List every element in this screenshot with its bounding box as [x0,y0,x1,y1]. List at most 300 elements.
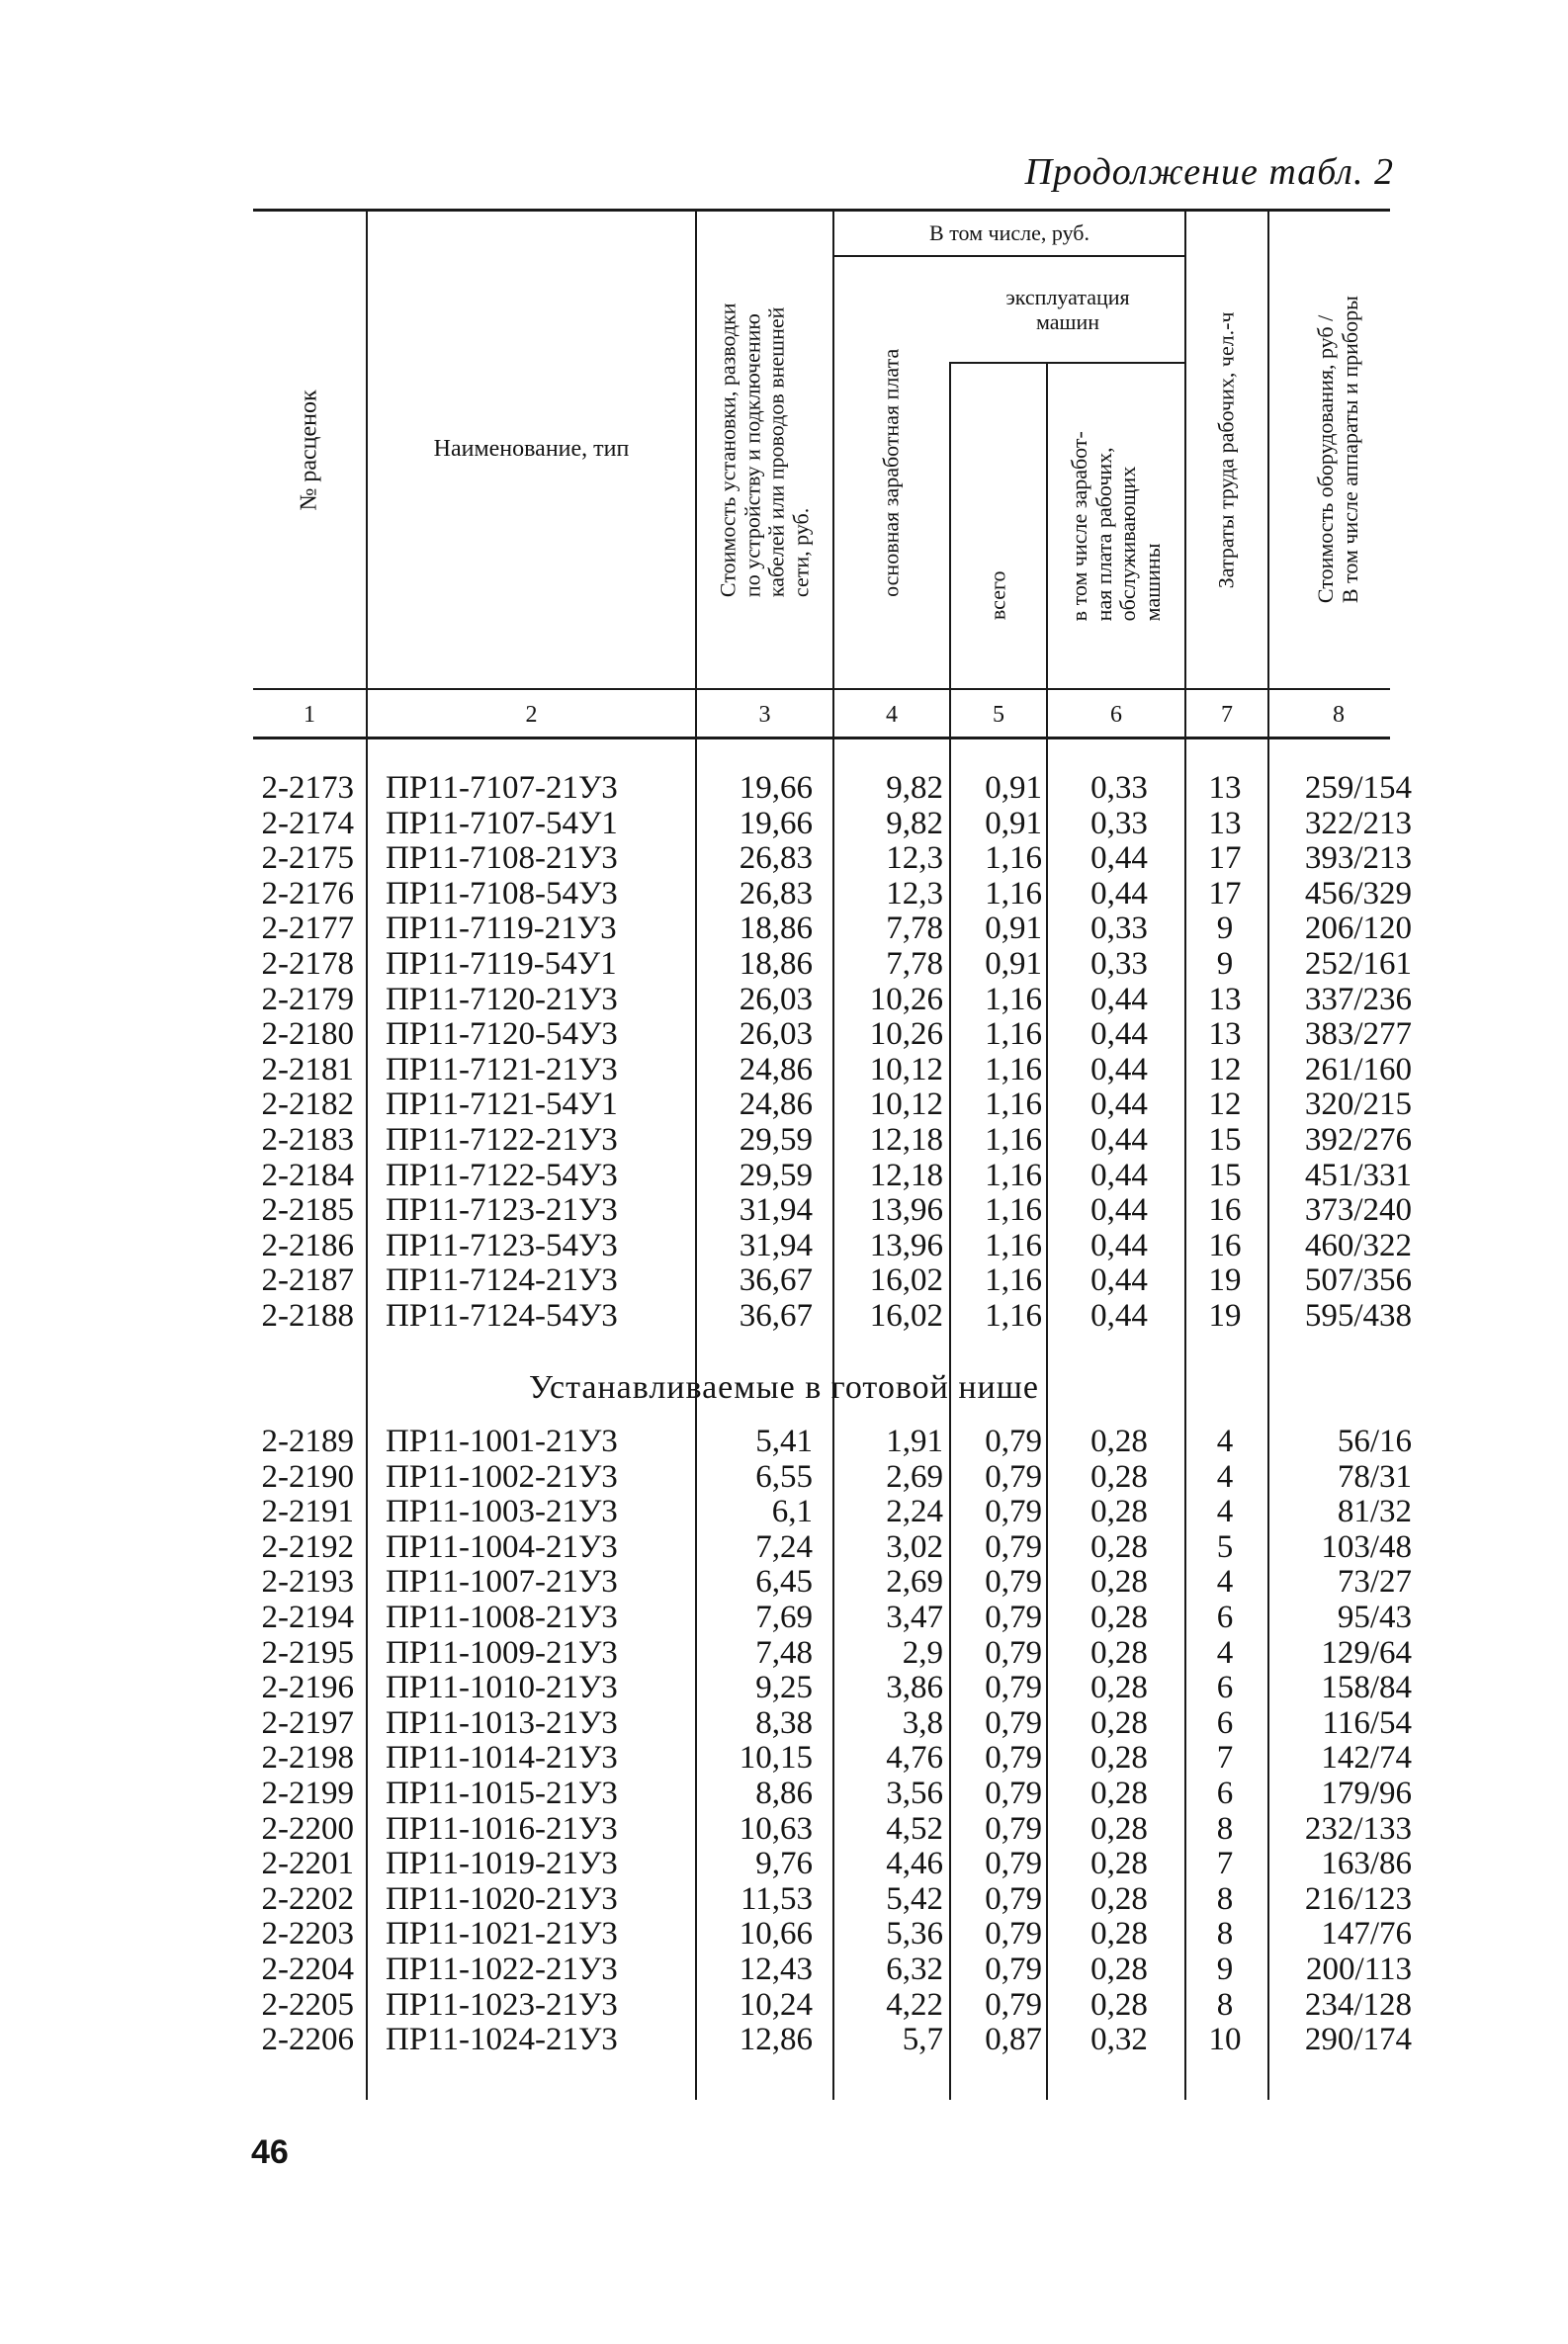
table-cell-col-5: 0,79 [985,1986,1042,2023]
table-cell-col-5: 0,79 [985,1528,1042,1565]
table-cell-col-7: 8 [1216,1810,1234,1847]
table-cell-col-1: 2-2202 [261,1880,354,1917]
table-cell-col-1: 2-2205 [261,1986,354,2023]
header-col-8 [1269,212,1408,688]
table-cell-col-5: 0,79 [985,1880,1042,1917]
header-col-7-text: Затраты труда рабочих, чел.-ч [1213,311,1239,588]
table-cell-col-5: 1,16 [985,1262,1042,1299]
table-cell-col-2: ПР11-7122-21У3 [386,1121,618,1158]
table-cell-col-3: 7,24 [755,1528,813,1565]
table-cell-col-4: 7,78 [886,945,943,982]
table-cell-col-6: 0,28 [1090,1775,1148,1811]
header-col-3 [697,212,832,688]
table-cell-col-1: 2-2177 [261,911,354,947]
table-cell-col-6: 0,33 [1090,770,1148,806]
table-cell-col-6: 0,44 [1090,1086,1148,1123]
table-cell-col-1: 2-2178 [261,945,354,982]
table-cell-col-3: 6,45 [755,1564,813,1601]
table-cell-col-7: 8 [1216,1880,1234,1917]
table-cell-col-6: 0,28 [1090,1424,1148,1459]
table-cell-col-5: 0,79 [985,1846,1042,1882]
table-cell-col-8: 158/84 [1321,1670,1412,1706]
table-cell-col-5: 0,79 [985,1424,1042,1459]
table-cell-col-3: 12,43 [739,1951,813,1987]
table-cell-col-6: 0,44 [1090,1121,1148,1158]
table-cell-col-4: 2,69 [886,1564,943,1601]
table-cell-col-8: 206/120 [1304,911,1412,947]
table-cell-col-3: 12,86 [739,2022,813,2058]
table-cell-col-2: ПР11-7120-21У3 [386,981,618,1017]
table-cell-col-3: 36,67 [739,1297,813,1334]
table-cell-col-4: 5,7 [902,2022,943,2058]
table-cell-col-3: 6,55 [755,1458,813,1495]
table-cell-col-6: 0,28 [1090,1916,1148,1953]
table-cell-col-3: 29,59 [739,1157,813,1193]
table-cell-col-8: 56/16 [1337,1424,1412,1459]
table-cell-col-5: 0,79 [985,1951,1042,1987]
table-cell-col-7: 4 [1216,1458,1234,1495]
table-cell-col-4: 3,8 [902,1704,943,1741]
table-cell-col-3: 10,15 [739,1740,813,1777]
table-cell-col-2: ПР11-1022-21У3 [386,1951,618,1987]
table-cell-col-7: 17 [1208,875,1242,912]
table-cell-col-7: 13 [1208,981,1242,1017]
column-number-5: 5 [993,701,1004,728]
table-cell-col-1: 2-2184 [261,1157,354,1193]
table-cell-col-8: 200/113 [1306,1951,1412,1987]
table-cell-col-8: 393/213 [1304,840,1412,877]
table-cell-col-7: 13 [1208,770,1242,806]
table-cell-col-6: 0,32 [1090,2022,1148,2058]
table-cell-col-5: 0,79 [985,1810,1042,1847]
table-cell-col-1: 2-2188 [261,1297,354,1334]
table-cell-col-6: 0,44 [1090,875,1148,912]
table-cell-col-5: 1,16 [985,1121,1042,1158]
header-col-8-text: Стоимость оборудования, руб / В том числе аппараты и приборы [1313,296,1362,604]
table-cell-col-4: 2,69 [886,1458,943,1495]
table-cell-col-7: 4 [1216,1424,1234,1459]
table-cell-col-3: 9,76 [755,1846,813,1882]
table-cell-col-6: 0,44 [1090,1192,1148,1229]
table-cell-col-3: 29,59 [739,1121,813,1158]
table-cell-col-5: 0,79 [985,1458,1042,1495]
table-cell-col-8: 460/322 [1304,1227,1412,1263]
table-cell-col-8: 320/215 [1304,1086,1412,1123]
table-cell-col-2: ПР11-7121-54У1 [386,1086,618,1123]
table-cell-col-7: 13 [1208,1016,1242,1053]
table-cell-col-7: 15 [1208,1157,1242,1193]
table-cell-col-3: 11,53 [740,1880,813,1917]
table-cell-col-6: 0,44 [1090,1051,1148,1087]
table-cell-col-7: 7 [1216,1846,1234,1882]
header-col-3-text: Стоимость установки, разводки по устройству и подключению кабелей или проводов внешней сети, руб. [715,303,814,597]
table-cell-col-4: 3,47 [886,1599,943,1635]
table-cell-col-1: 2-2201 [261,1846,354,1882]
table-cell-col-6: 0,28 [1090,1986,1148,2023]
table-cell-col-5: 1,16 [985,981,1042,1017]
table-cell-col-8: 290/174 [1304,2022,1412,2058]
table-cell-col-5: 0,79 [985,1564,1042,1601]
table-cell-col-6: 0,44 [1090,1227,1148,1263]
table-cell-col-7: 9 [1216,1951,1234,1987]
table-cell-col-2: ПР11-7119-21У3 [386,911,617,947]
table-cell-col-4: 5,36 [886,1916,943,1953]
table-cell-col-6: 0,44 [1090,981,1148,1017]
table-cell-col-5: 1,16 [985,1016,1042,1053]
table-cell-col-8: 456/329 [1304,875,1412,912]
table-cell-col-8: 78/31 [1337,1458,1412,1495]
table-cell-col-4: 7,78 [886,911,943,947]
table-cell-col-7: 9 [1216,945,1234,982]
table-cell-col-5: 1,16 [985,1051,1042,1087]
table-cell-col-3: 26,83 [739,840,813,877]
table-cell-col-7: 12 [1208,1051,1242,1087]
table-cell-col-3: 31,94 [739,1227,813,1263]
header-group: В том числе, руб. [929,220,1089,246]
table-cell-col-4: 2,24 [886,1494,943,1530]
table-cell-col-6: 0,28 [1090,1458,1148,1495]
table-cell-col-4: 3,56 [886,1775,943,1811]
table-cell-col-2: ПР11-1004-21У3 [386,1528,618,1565]
table-cell-col-6: 0,44 [1090,1016,1148,1053]
table-cell-col-7: 4 [1216,1634,1234,1671]
table-cell-col-3: 5,41 [755,1424,813,1459]
table-cell-col-7: 19 [1208,1262,1242,1299]
table-cell-col-6: 0,28 [1090,1880,1148,1917]
table-cell-col-2: ПР11-1010-21У3 [386,1670,618,1706]
table-continuation-caption: Продолжение табл. 2 [1024,151,1394,193]
table-cell-col-8: 116/54 [1322,1704,1412,1741]
table-cell-col-6: 0,28 [1090,1846,1148,1882]
table-cell-col-7: 16 [1208,1192,1242,1229]
table-cell-col-3: 7,69 [755,1599,813,1635]
table-cell-col-6: 0,33 [1090,945,1148,982]
table-cell-col-7: 12 [1208,1086,1242,1123]
table-cell-col-2: ПР11-7122-54У3 [386,1157,618,1193]
table-cell-col-7: 4 [1216,1564,1234,1601]
table-cell-col-5: 0,79 [985,1670,1042,1706]
table-cell-col-5: 1,16 [985,1227,1042,1263]
table-cell-col-5: 1,16 [985,1086,1042,1123]
table-cell-col-2: ПР11-1002-21У3 [386,1458,618,1495]
table-cell-col-7: 19 [1208,1297,1242,1334]
table-cell-col-8: 147/76 [1321,1916,1412,1953]
table-cell-col-4: 2,9 [902,1634,943,1671]
table-cell-col-7: 10 [1208,2022,1242,2058]
table-cell-col-4: 5,42 [886,1880,943,1917]
table-cell-col-8: 392/276 [1304,1121,1412,1158]
table-cell-col-2: ПР11-1008-21У3 [386,1599,618,1635]
header-col-1 [253,212,366,688]
table-cell-col-3: 24,86 [739,1051,813,1087]
table-cell-col-7: 15 [1208,1121,1242,1158]
table-cell-col-4: 9,82 [886,805,943,841]
table-cell-col-8: 163/86 [1321,1846,1412,1882]
table-cell-col-1: 2-2179 [261,981,354,1017]
table-cell-col-3: 18,86 [739,911,813,947]
table-cell-col-4: 9,82 [886,770,943,806]
column-number-8: 8 [1333,701,1345,728]
table-cell-col-7: 6 [1216,1704,1234,1741]
table-cell-col-1: 2-2203 [261,1916,354,1953]
table-cell-col-7: 16 [1208,1227,1242,1263]
table-cell-col-1: 2-2183 [261,1121,354,1158]
table-cell-col-1: 2-2187 [261,1262,354,1299]
table-cell-col-4: 12,3 [886,875,943,912]
header-col-4-text: основная заработная плата [878,348,904,597]
table-cell-col-1: 2-2195 [261,1634,354,1671]
header-col-6 [1048,364,1184,688]
page-number: 46 [251,2133,289,2171]
table-cell-col-4: 10,12 [869,1051,943,1087]
table-cell-col-4: 4,46 [886,1846,943,1882]
table-cell-col-6: 0,28 [1090,1564,1148,1601]
table-cell-col-1: 2-2182 [261,1086,354,1123]
table-cell-col-7: 7 [1216,1740,1234,1777]
table-cell-col-5: 0,79 [985,1494,1042,1530]
table-cell-col-2: ПР11-1021-21У3 [386,1916,618,1953]
header-col-1-text: № расценок [296,389,322,511]
table-cell-col-1: 2-2186 [261,1227,354,1263]
header-bottom-rule [253,688,1390,690]
table-cell-col-8: 507/356 [1304,1262,1412,1299]
table-cell-col-7: 8 [1216,1916,1234,1953]
table-cell-col-3: 10,63 [739,1810,813,1847]
table-cell-col-6: 0,28 [1090,1528,1148,1565]
column-number-3: 3 [758,701,771,728]
table-cell-col-1: 2-2194 [261,1599,354,1635]
table-cell-col-2: ПР11-1016-21У3 [386,1810,618,1847]
table-cell-col-5: 0,79 [985,1599,1042,1635]
table-cell-col-4: 13,96 [869,1192,943,1229]
table-cell-col-4: 3,02 [886,1528,943,1565]
table-cell-col-5: 0,91 [985,805,1042,841]
table-cell-col-5: 1,16 [985,1157,1042,1193]
table-cell-col-1: 2-2204 [261,1951,354,1987]
table-cell-col-3: 26,03 [739,1016,813,1053]
table-cell-col-2: ПР11-1013-21У3 [386,1704,618,1741]
header-col-4 [834,257,949,688]
table-cell-col-6: 0,28 [1090,1740,1148,1777]
table-cell-col-2: ПР11-7108-21У3 [386,840,618,877]
table-cell-col-6: 0,33 [1090,911,1148,947]
table-cell-col-2: ПР11-1020-21У3 [386,1880,618,1917]
table-cell-col-7: 13 [1208,805,1242,841]
table-cell-col-2: ПР11-1014-21У3 [386,1740,618,1777]
table-cell-col-1: 2-2200 [261,1810,354,1847]
table-cell-col-8: 234/128 [1304,1986,1412,2023]
table-cell-col-8: 95/43 [1337,1599,1412,1635]
table-cell-col-2: ПР11-7120-54У3 [386,1016,618,1053]
table-cell-col-1: 2-2185 [261,1192,354,1229]
column-number-1: 1 [304,701,315,728]
table-cell-col-2: ПР11-1007-21У3 [386,1564,618,1601]
table-cell-col-2: ПР11-7121-21У3 [386,1051,618,1087]
table-cell-col-1: 2-2199 [261,1775,354,1811]
table-cell-col-3: 26,83 [739,875,813,912]
table-cell-col-3: 26,03 [739,981,813,1017]
table-cell-col-7: 9 [1216,911,1234,947]
table-cell-col-2: ПР11-1024-21У3 [386,2022,618,2058]
table-cell-col-2: ПР11-1015-21У3 [386,1775,618,1811]
table-cell-col-8: 103/48 [1321,1528,1412,1565]
table-cell-col-4: 12,18 [869,1157,943,1193]
table-cell-col-5: 1,16 [985,1297,1042,1334]
table-cell-col-1: 2-2206 [261,2022,354,2058]
table-cell-col-4: 10,12 [869,1086,943,1123]
table-cell-col-2: ПР11-1019-21У3 [386,1846,618,1882]
table-cell-col-2: ПР11-7108-54У3 [386,875,618,912]
table-cell-col-3: 36,67 [739,1262,813,1299]
table-cell-col-8: 383/277 [1304,1016,1412,1053]
table-cell-col-3: 24,86 [739,1086,813,1123]
table-cell-col-7: 4 [1216,1494,1234,1530]
table-cell-col-6: 0,28 [1090,1951,1148,1987]
table-cell-col-2: ПР11-7123-21У3 [386,1192,618,1229]
column-number-6: 6 [1110,701,1122,728]
table-cell-col-3: 19,66 [739,805,813,841]
table-cell-col-1: 2-2180 [261,1016,354,1053]
table-cell-col-2: ПР11-7107-54У1 [386,805,618,841]
header-col-5 [951,364,1046,688]
header-col-6-text: в том числе заработ- ная плата рабочих, обслуживающих машины [1066,430,1165,622]
table-cell-col-3: 8,86 [755,1775,813,1811]
table-cell-col-5: 1,16 [985,1192,1042,1229]
table-cell-col-7: 6 [1216,1775,1234,1811]
table-cell-col-1: 2-2174 [261,805,354,841]
table-cell-col-8: 252/161 [1304,945,1412,982]
table-cell-col-6: 0,28 [1090,1810,1148,1847]
table-cell-col-4: 3,86 [886,1670,943,1706]
table-cell-col-8: 373/240 [1304,1192,1412,1229]
header-col-2: Наименование, тип [433,436,630,463]
table-cell-col-5: 1,16 [985,840,1042,877]
table-cell-col-3: 6,1 [771,1494,813,1530]
table-cell-col-7: 5 [1216,1528,1234,1565]
table-cell-col-1: 2-2196 [261,1670,354,1706]
column-number-7: 7 [1221,701,1233,728]
header-col-7 [1186,212,1267,688]
table-cell-col-6: 0,44 [1090,1262,1148,1299]
table-cell-col-1: 2-2191 [261,1494,354,1530]
column-number-4: 4 [886,701,898,728]
header-subgroup: эксплуатация машин [1005,284,1130,334]
table-cell-col-8: 81/32 [1337,1494,1412,1530]
table-cell-col-6: 0,33 [1090,805,1148,841]
table-cell-col-2: ПР11-1001-21У3 [386,1424,618,1459]
table-cell-col-6: 0,44 [1090,1157,1148,1193]
table-cell-col-3: 31,94 [739,1192,813,1229]
table-cell-col-8: 129/64 [1321,1634,1412,1671]
table-cell-col-5: 0,79 [985,1775,1042,1811]
table-cell-col-3: 19,66 [739,770,813,806]
table-cell-col-7: 6 [1216,1599,1234,1635]
table-cell-col-7: 6 [1216,1670,1234,1706]
table-cell-col-8: 451/331 [1304,1157,1412,1193]
table-cell-col-5: 1,16 [985,875,1042,912]
section-title: Устанавливаемые в готовой нише [528,1369,1040,1406]
table-cell-col-6: 0,28 [1090,1704,1148,1741]
table-cell-col-1: 2-2173 [261,770,354,806]
table-cell-col-4: 16,02 [869,1262,943,1299]
table-cell-col-4: 12,3 [886,840,943,877]
table-cell-col-4: 13,96 [869,1227,943,1263]
table-cell-col-2: ПР11-7119-54У1 [386,945,617,982]
table-cell-col-2: ПР11-1003-21У3 [386,1494,618,1530]
table-cell-col-3: 7,48 [755,1634,813,1671]
table-cell-col-1: 2-2193 [261,1564,354,1601]
table-cell-col-1: 2-2176 [261,875,354,912]
table-cell-col-1: 2-2175 [261,840,354,877]
table-cell-col-8: 142/74 [1321,1740,1412,1777]
table-cell-col-3: 10,66 [739,1916,813,1953]
table-cell-col-6: 0,28 [1090,1670,1148,1706]
table-cell-col-8: 261/160 [1304,1051,1412,1087]
table-cell-col-3: 10,24 [739,1986,813,2023]
table-cell-col-5: 0,87 [985,2022,1042,2058]
table-cell-col-4: 10,26 [869,981,943,1017]
table-cell-col-7: 17 [1208,840,1242,877]
table-cell-col-2: ПР11-7124-21У3 [386,1262,618,1299]
table-cell-col-4: 1,91 [886,1424,943,1459]
table-cell-col-1: 2-2197 [261,1704,354,1741]
table-cell-col-5: 0,79 [985,1740,1042,1777]
table-cell-col-8: 216/123 [1304,1880,1412,1917]
table-cell-col-8: 73/27 [1337,1564,1412,1601]
table-cell-col-8: 595/438 [1304,1297,1412,1334]
table-cell-col-2: ПР11-1023-21У3 [386,1986,618,2023]
table-cell-col-2: ПР11-7123-54У3 [386,1227,618,1263]
table-cell-col-1: 2-2192 [261,1528,354,1565]
table-cell-col-6: 0,28 [1090,1599,1148,1635]
table-cell-col-4: 16,02 [869,1297,943,1334]
table-cell-col-3: 8,38 [755,1704,813,1741]
table-cell-col-3: 18,86 [739,945,813,982]
table-cell-col-1: 2-2189 [261,1424,354,1459]
table-cell-col-8: 259/154 [1304,770,1412,806]
table-cell-col-1: 2-2181 [261,1051,354,1087]
table-cell-col-8: 232/133 [1304,1810,1412,1847]
column-numbers-rule [253,737,1390,739]
table-cell-col-8: 179/96 [1321,1775,1412,1811]
table-cell-col-2: ПР11-7107-21У3 [386,770,618,806]
table-cell-col-2: ПР11-7124-54У3 [386,1297,618,1334]
table-cell-col-2: ПР11-1009-21У3 [386,1634,618,1671]
table-cell-col-1: 2-2190 [261,1458,354,1495]
table-cell-col-6: 0,28 [1090,1634,1148,1671]
table-cell-col-4: 12,18 [869,1121,943,1158]
header-col-5-text: всего [985,570,1010,620]
table-cell-col-5: 0,91 [985,770,1042,806]
column-number-2: 2 [525,701,538,728]
table-cell-col-7: 8 [1216,1986,1234,2023]
table-cell-col-6: 0,44 [1090,1297,1148,1334]
table-cell-col-4: 4,76 [886,1740,943,1777]
table-cell-col-4: 4,52 [886,1810,943,1847]
table-cell-col-1: 2-2198 [261,1740,354,1777]
table-cell-col-6: 0,44 [1090,840,1148,877]
table-cell-col-4: 10,26 [869,1016,943,1053]
table-cell-col-4: 6,32 [886,1951,943,1987]
table-cell-col-5: 0,79 [985,1704,1042,1741]
table-cell-col-5: 0,91 [985,911,1042,947]
table-cell-col-3: 9,25 [755,1670,813,1706]
table-cell-col-5: 0,79 [985,1634,1042,1671]
table-cell-col-5: 0,79 [985,1916,1042,1953]
table-cell-col-4: 4,22 [886,1986,943,2023]
table-cell-col-8: 337/236 [1304,981,1412,1017]
table-cell-col-5: 0,91 [985,945,1042,982]
